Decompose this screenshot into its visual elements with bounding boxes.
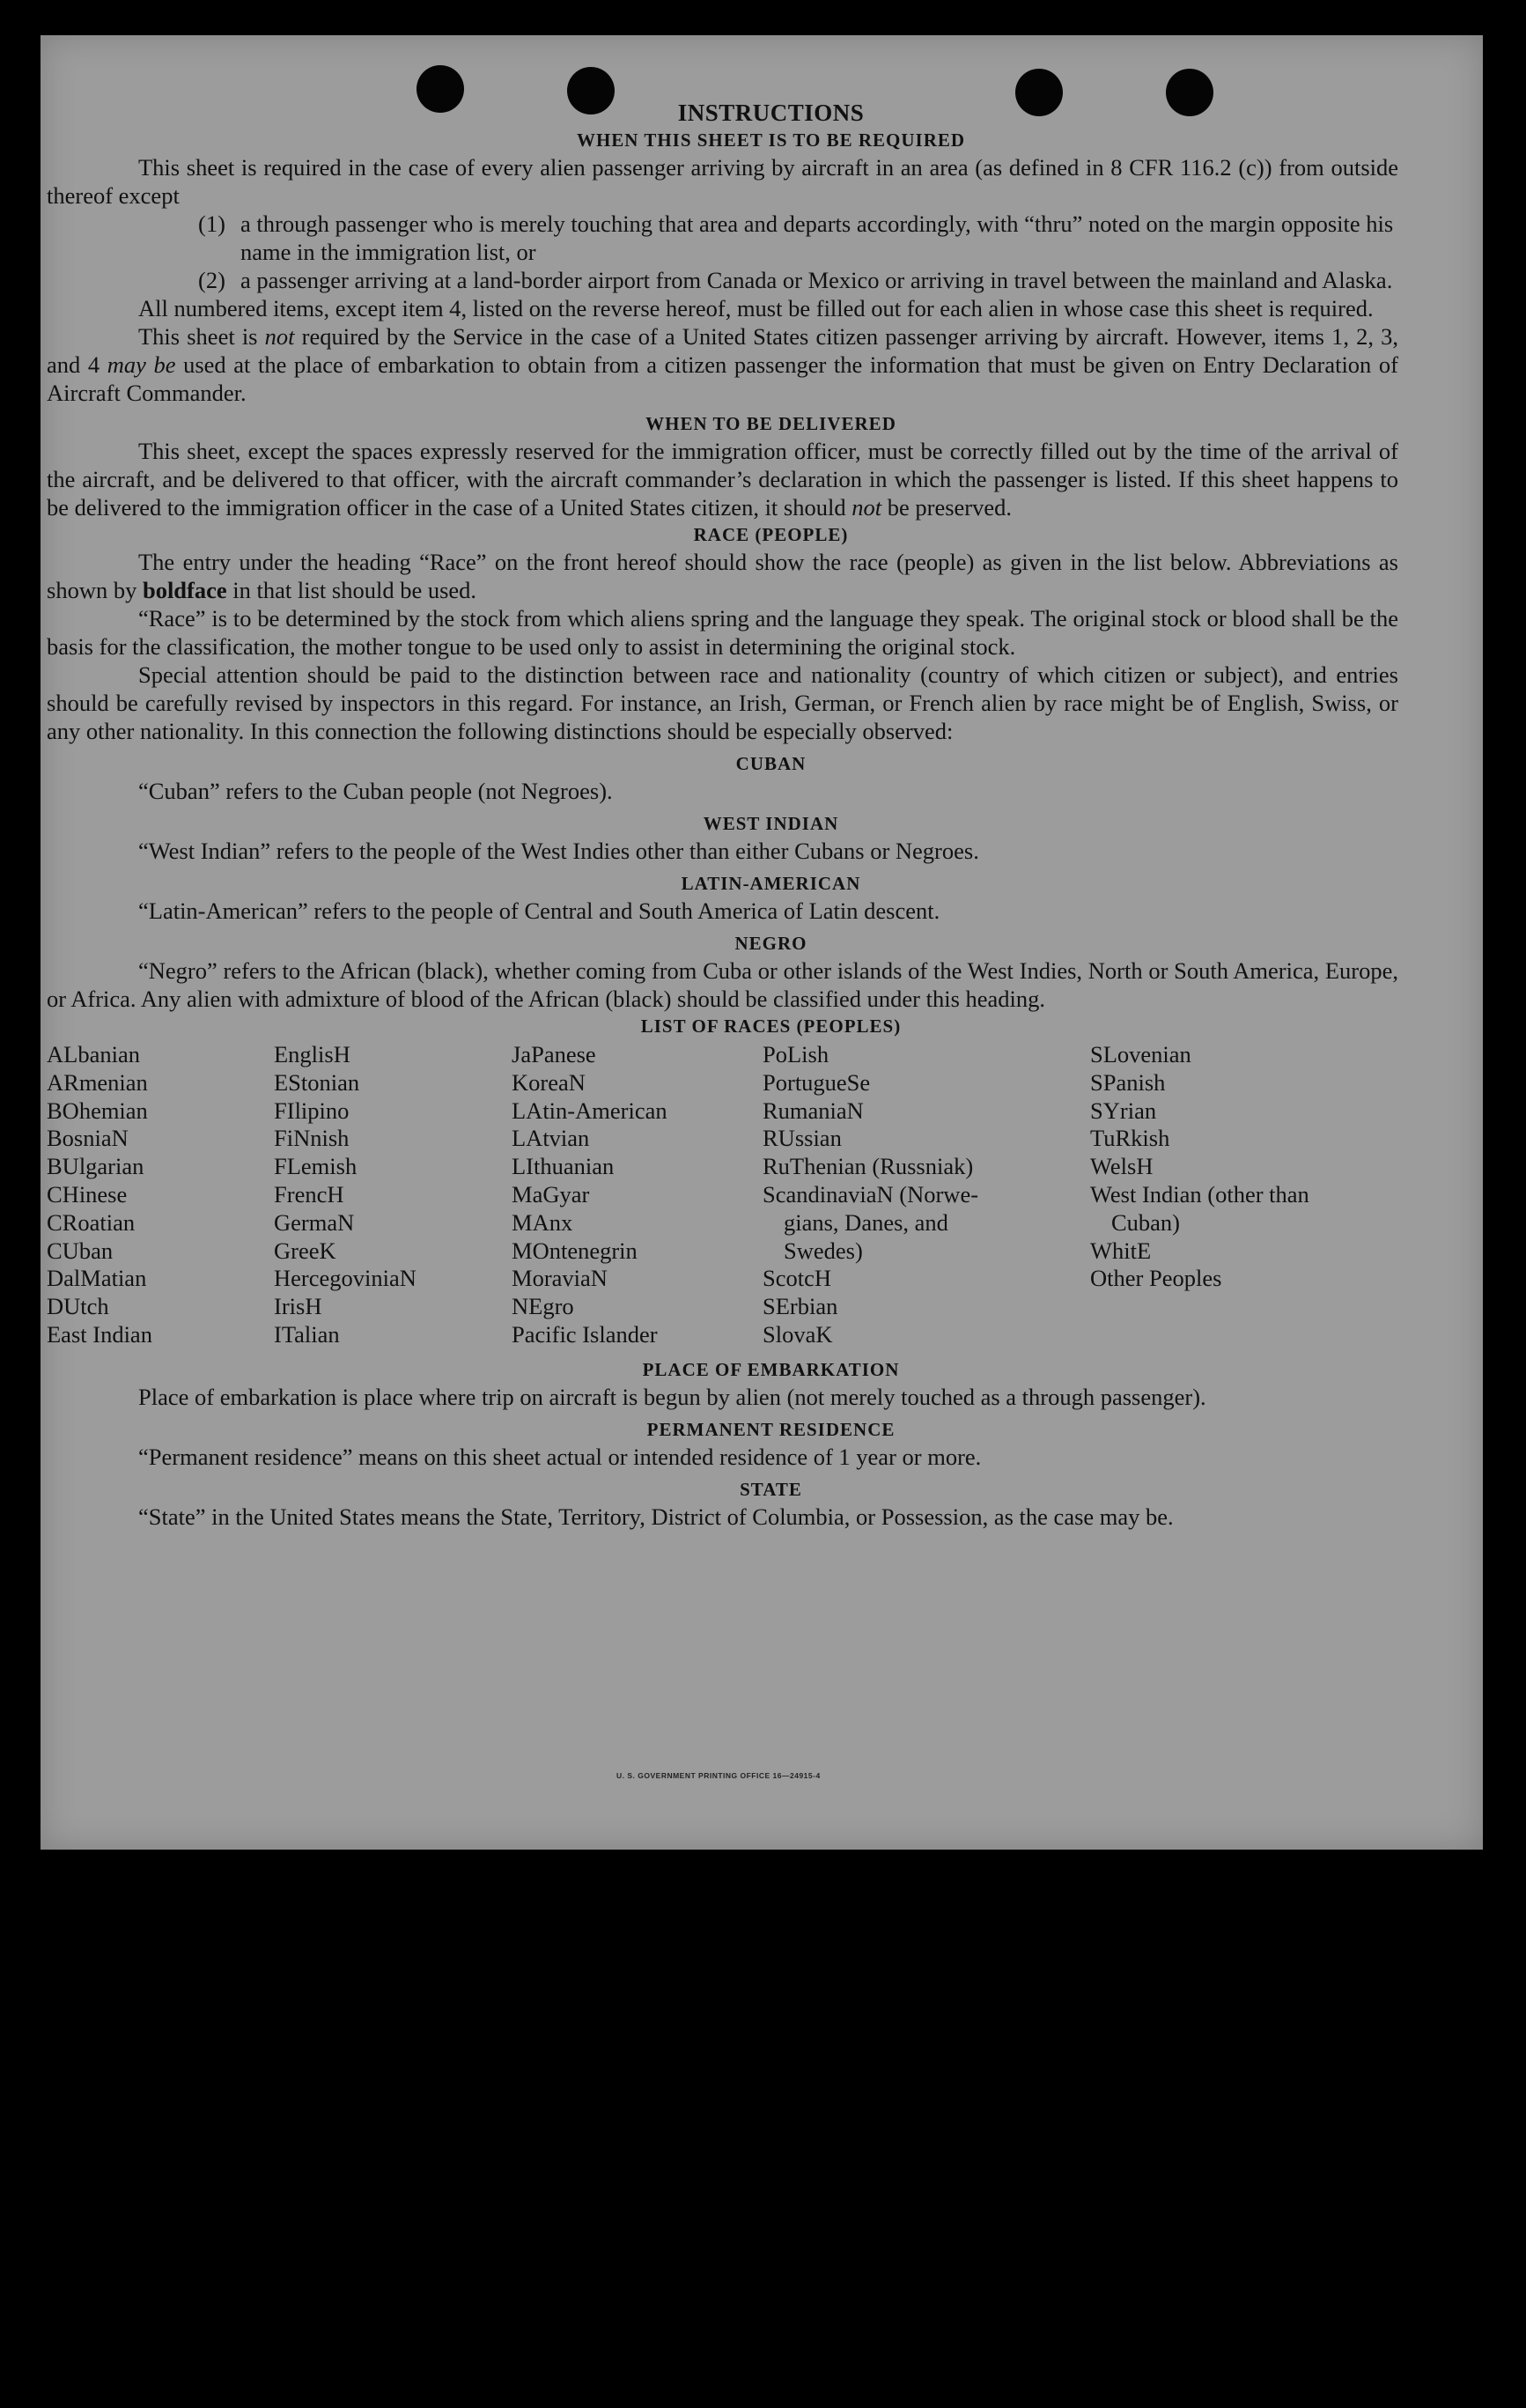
- instructions-document: [47, 99, 1398, 1531]
- race-entry: ScotcH: [763, 1265, 832, 1292]
- list-item-text: a through passenger who is merely touching that area and departs accordingly, with “thru” noted on the margin opposite his name in the immigration list, or: [240, 211, 1394, 265]
- race-entry: LAtvian: [512, 1125, 590, 1152]
- list-item-number: (1): [198, 211, 225, 237]
- race-entry: EStonian: [274, 1068, 360, 1096]
- race-entry: East Indian: [47, 1320, 152, 1348]
- paragraph: “State” in the United States means the State, Territory, District of Columbia, or Possession, as the case may be.: [138, 1503, 1174, 1530]
- race-entry: FLemish: [274, 1153, 358, 1180]
- paragraph: “Latin-American” refers to the people of Central and South America of Latin descent.: [138, 897, 940, 924]
- races-column: [763, 1041, 1027, 1349]
- race-entry: JaPanese: [512, 1041, 596, 1067]
- race-entry: MOntenegrin: [512, 1237, 638, 1264]
- race-entry: BOhemian: [47, 1097, 148, 1124]
- section-heading-cuban: CUBAN: [735, 753, 807, 774]
- paragraph: “Negro” refers to the African (black), whether coming from Cuba or other islands of the West Indies, North or South America, Europe, or Africa. Any alien with admixture of blood of the African (black) should be classified under this heading.: [47, 957, 1398, 1012]
- race-entry: PortugueSe: [763, 1068, 871, 1096]
- race-entry: SlovaK: [763, 1320, 833, 1348]
- race-entry: HercegoviniaN: [274, 1265, 417, 1292]
- race-entry: NEgro: [512, 1293, 574, 1320]
- race-entry: KoreaN: [512, 1068, 586, 1096]
- races-column: [274, 1041, 503, 1349]
- section-heading-races-list: LIST OF RACES (PEOPLES): [640, 1016, 902, 1037]
- paragraph: “Cuban” refers to the Cuban people (not Negroes).: [138, 778, 613, 804]
- race-entry: BUlgarian: [47, 1153, 144, 1180]
- race-entry: ALbanian: [47, 1041, 140, 1067]
- list-item-text: a passenger arriving at a land-border airport from Canada or Mexico or arriving in travel between the mainland and Alaska.: [240, 267, 1393, 293]
- race-entry: EnglisH: [274, 1041, 350, 1067]
- race-entry: SLovenian: [1090, 1041, 1191, 1067]
- paragraph: All numbered items, except item 4, listed on the reverse hereof, must be filled out for each alien in whose case this sheet is required.: [138, 295, 1374, 321]
- race-entry: RUssian: [763, 1125, 842, 1152]
- race-entry: Pacific Islander: [512, 1320, 658, 1348]
- race-entry: RumaniaN: [763, 1097, 864, 1124]
- paragraph: “West Indian” refers to the people of the West Indies other than either Cubans or Negroes.: [138, 838, 979, 864]
- race-entry: SErbian: [763, 1293, 838, 1320]
- paragraph: “Permanent residence” means on this sheet actual or intended residence of 1 year or more.: [138, 1444, 982, 1470]
- paragraph: This sheet is not required by the Service in the case of a United States citizen passenger arriving by aircraft. However, items 1, 2, 3, and 4 may be used at the place of embarkation to obtain from a citizen passenger the information that must be given on Entry Declaration of Aircraft Commander.: [47, 323, 1398, 406]
- race-entry: FrencH: [274, 1180, 344, 1208]
- paragraph: “Race” is to be determined by the stock from which aliens spring and the language they speak. The original stock or blood shall be the basis for the classification, the mother tongue to be used only to assist in determining the original stock.: [47, 605, 1398, 660]
- paragraph: This sheet, except the spaces expressly reserved for the immigration officer, must be correctly filled out by the time of the arrival of the aircraft, and be delivered to that officer, with the aircraft commander’s declaration in which the passenger is listed. If this sheet happens to be delivered to the immigration officer in the case of a United States citizen, it should not be preserved.: [47, 438, 1398, 521]
- list-item: [91, 266, 1398, 294]
- race-entry: FIlipino: [274, 1097, 350, 1124]
- race-entry: BosniaN: [47, 1125, 129, 1152]
- race-entry: MoraviaN: [512, 1265, 608, 1292]
- race-entry: ScandinaviaN (Norwe-gians, Danes, and Swedes): [763, 1180, 979, 1264]
- race-entry: MAnx: [512, 1208, 573, 1236]
- race-entry: RuThenian (Russniak): [763, 1153, 974, 1180]
- printer-imprint: U. S. GOVERNMENT PRINTING OFFICE 16—24915-4: [616, 1771, 821, 1780]
- race-entry: WhitE: [1090, 1237, 1152, 1264]
- section-heading-race: RACE (PEOPLE): [693, 524, 849, 545]
- paragraph: The entry under the heading “Race” on the front hereof should show the race (people) as given in the list below. Abbreviations as shown by boldface in that list should be used.: [47, 549, 1398, 603]
- section-heading-state: STATE: [740, 1479, 802, 1500]
- race-entry: TuRkish: [1090, 1125, 1170, 1152]
- race-entry: Other Peoples: [1090, 1265, 1222, 1292]
- race-entry: LAtin-American: [512, 1097, 667, 1124]
- race-entry: GermaN: [274, 1208, 355, 1236]
- race-entry: CUban: [47, 1237, 114, 1264]
- race-entry: CHinese: [47, 1180, 128, 1208]
- race-entry: MaGyar: [512, 1180, 590, 1208]
- race-entry: SPanish: [1090, 1068, 1166, 1096]
- race-entry: WelsH: [1090, 1153, 1154, 1180]
- race-entry: CRoatian: [47, 1208, 136, 1236]
- race-entry: GreeK: [274, 1237, 336, 1264]
- races-list: [47, 1041, 1398, 1349]
- paragraph: Place of embarkation is place where trip on aircraft is begun by alien (not merely touched as a through passenger).: [138, 1384, 1206, 1410]
- list-item-number: (2): [198, 267, 225, 293]
- page-title: INSTRUCTIONS: [677, 100, 865, 126]
- section-heading-west-indian: WEST INDIAN: [703, 813, 839, 834]
- section-heading-embarkation: PLACE OF EMBARKATION: [642, 1359, 900, 1380]
- race-entry: West Indian (other than Cuban): [1090, 1180, 1309, 1236]
- race-entry: ARmenian: [47, 1068, 148, 1096]
- section-heading-residence: PERMANENT RESIDENCE: [646, 1419, 896, 1440]
- races-column: [512, 1041, 758, 1349]
- race-entry: LIthuanian: [512, 1153, 615, 1180]
- races-column: [47, 1041, 267, 1349]
- race-entry: DalMatian: [47, 1265, 147, 1292]
- race-entry: SYrian: [1090, 1097, 1157, 1124]
- section-heading-delivered: WHEN TO BE DELIVERED: [645, 413, 896, 434]
- race-entry: DUtch: [47, 1293, 109, 1320]
- race-entry: ITalian: [274, 1320, 340, 1348]
- section-heading-required: WHEN THIS SHEET IS TO BE REQUIRED: [576, 129, 966, 151]
- paragraph: This sheet is required in the case of every alien passenger arriving by aircraft in an area (as defined in 8 CFR 116.2 (c)) from outside thereof except: [47, 154, 1398, 209]
- paragraph: Special attention should be paid to the distinction between race and nationality (country of which citizen or subject), and entries should be carefully revised by inspectors in this regard. For instance, an Irish, German, or French alien by race might be of English, Swiss, or any other nationality. In this connection the following distinctions should be especially observed:: [47, 661, 1398, 744]
- list-item: [91, 210, 1398, 266]
- race-entry: IrisH: [274, 1293, 322, 1320]
- section-heading-latin-american: LATIN-AMERICAN: [681, 873, 861, 894]
- race-entry: FiNnish: [274, 1125, 350, 1152]
- races-column: [1090, 1041, 1328, 1293]
- race-entry: PoLish: [763, 1041, 829, 1067]
- section-heading-negro: NEGRO: [734, 933, 807, 954]
